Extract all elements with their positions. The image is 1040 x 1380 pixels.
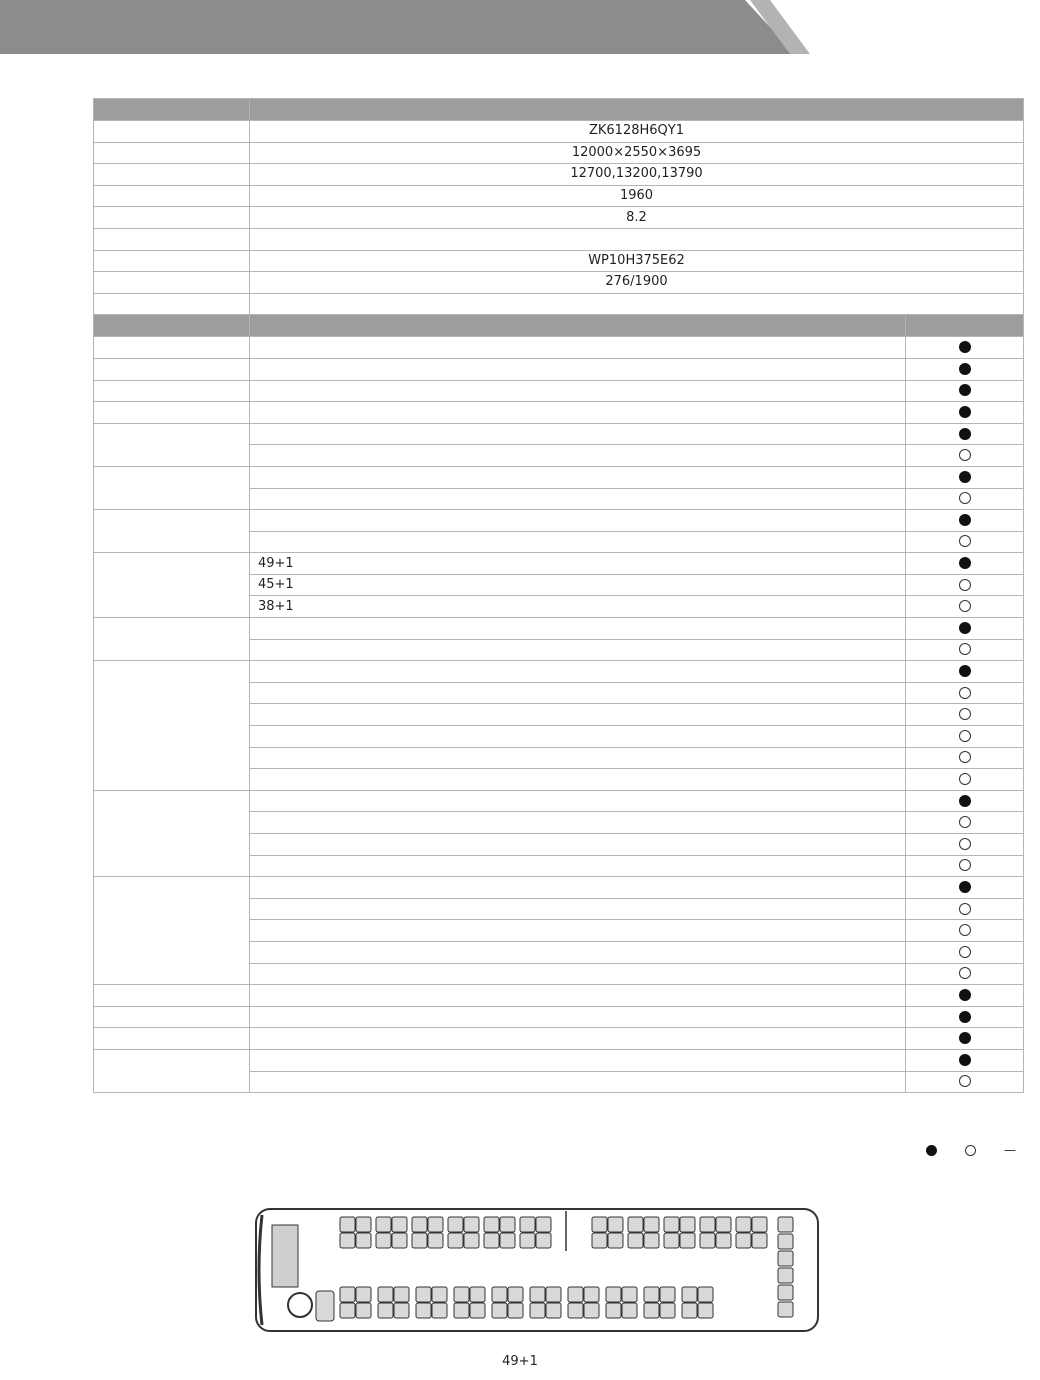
config-option-mark [906,769,1024,791]
passenger-seat [500,1233,515,1248]
passenger-seat [778,1302,793,1317]
passenger-seat [606,1287,621,1302]
seat-layout-diagram [254,1205,820,1335]
passenger-seat [416,1287,431,1302]
config-option-text [250,985,906,1007]
config-option-mark [906,790,1024,812]
table-row [94,553,1024,575]
config-item-name [94,1028,250,1050]
passenger-seat [356,1287,371,1302]
basic-info-label [94,164,250,186]
config-option-text [250,423,906,445]
basic-info-label [94,293,250,315]
table-row [94,272,1024,294]
config-option-mark [906,337,1024,359]
table-row [94,207,1024,229]
passenger-seat [700,1217,715,1232]
standard-dot-icon [959,989,971,1001]
table-row [94,466,1024,488]
config-option-mark [906,985,1024,1007]
passenger-seat [568,1287,583,1302]
passenger-seat [536,1217,551,1232]
optional-dot-icon [959,773,971,785]
config-option-mark [906,726,1024,748]
passenger-seat [664,1233,679,1248]
passenger-seat [606,1303,621,1318]
passenger-seat [470,1303,485,1318]
config-option-text [250,1071,906,1093]
passenger-seat [340,1233,355,1248]
basic-info-value: WP10H375E62 [250,250,1024,272]
table-row [94,402,1024,424]
passenger-seat [484,1233,499,1248]
config-option-text [250,726,906,748]
passenger-seat [716,1217,731,1232]
passenger-seat [376,1233,391,1248]
optional-dot-icon [959,600,971,612]
optional-dot-icon [959,838,971,850]
passenger-seat [698,1303,713,1318]
config-table [93,98,1024,1093]
config-option-mark [906,747,1024,769]
passenger-seat [412,1233,427,1248]
config-option-mark [906,574,1024,596]
config-item-name [94,380,250,402]
passenger-seat [428,1233,443,1248]
passenger-seat [660,1287,675,1302]
config-item-name [94,358,250,380]
table-row [94,1049,1024,1071]
passenger-seat [432,1303,447,1318]
passenger-seat [778,1217,793,1232]
table-row [94,228,1024,250]
config-option-text [250,661,906,683]
passenger-seat [716,1233,731,1248]
passenger-seat [500,1217,515,1232]
config-option-mark [906,510,1024,532]
config-item-name [94,877,250,985]
table-row [94,250,1024,272]
optional-dot-icon [965,1145,976,1156]
config-option-text [250,834,906,856]
basic-info-value: 12000×2550×3695 [250,142,1024,164]
config-option-mark [906,531,1024,553]
passenger-seat [584,1303,599,1318]
config-option-mark [906,704,1024,726]
passenger-seat [392,1233,407,1248]
optional-dot-icon [959,579,971,591]
config-option-mark [906,618,1024,640]
table-row [94,380,1024,402]
passenger-seat [470,1287,485,1302]
config-option-mark [906,1049,1024,1071]
config-option-text [250,682,906,704]
legend-none [996,1143,1024,1157]
config-item-name [94,510,250,553]
passenger-seat [530,1303,545,1318]
config-item-name [94,337,250,359]
config-item-name [94,466,250,509]
config-option-mark [906,380,1024,402]
table-row [94,423,1024,445]
config-option-text [250,510,906,532]
standard-dot-icon [959,795,971,807]
config-item-name [94,985,250,1007]
config-option-text [250,531,906,553]
passenger-seat [492,1303,507,1318]
steering-wheel-icon [288,1293,312,1317]
optional-dot-icon [959,859,971,871]
passenger-seat [392,1217,407,1232]
basic-info-header [250,99,1024,121]
table-row [94,1028,1024,1050]
passenger-seat [608,1217,623,1232]
passenger-seat [682,1303,697,1318]
standard-dot-icon [959,1054,971,1066]
config-option-mark [906,920,1024,942]
passenger-seat [736,1233,751,1248]
config-item-name [94,1049,250,1092]
passenger-seat [520,1217,535,1232]
passenger-seat [508,1303,523,1318]
config-option-mark [906,488,1024,510]
config-option-text [250,941,906,963]
passenger-seat [356,1303,371,1318]
table-row [94,985,1024,1007]
config-option-mark [906,596,1024,618]
config-option-text [250,1028,906,1050]
basic-info-label [94,142,250,164]
driver-seat [316,1291,334,1321]
table-row [94,293,1024,315]
standard-dot-icon [959,471,971,483]
config-option-mark [906,1028,1024,1050]
config-option-mark [906,834,1024,856]
passenger-seat [492,1287,507,1302]
table-row [94,510,1024,532]
passenger-seat [340,1217,355,1232]
standard-dot-icon [959,406,971,418]
passenger-seat [412,1217,427,1232]
passenger-seat [752,1233,767,1248]
optional-dot-icon [959,924,971,936]
table-row [94,164,1024,186]
config-option-text [250,855,906,877]
config-option-mark [906,1071,1024,1093]
table-row [94,337,1024,359]
item-header [94,315,250,337]
standard-dot-icon [959,622,971,634]
passenger-seat [592,1217,607,1232]
standard-dot-icon [959,1011,971,1023]
config-option-text [250,963,906,985]
config-option-text [250,1049,906,1071]
passenger-seat [644,1303,659,1318]
standard-dot-icon [959,363,971,375]
config-item-name [94,1006,250,1028]
basic-info-value: ZK6128H6QY1 [250,121,1024,143]
passenger-seat [340,1287,355,1302]
header-blank [94,99,250,121]
passenger-seat [416,1303,431,1318]
version-header [906,315,1024,337]
config-item-name [94,618,250,661]
passenger-seat [622,1287,637,1302]
passenger-seat [340,1303,355,1318]
config-option-text [250,488,906,510]
basic-info-label [94,272,250,294]
config-option-text [250,618,906,640]
description-header [250,315,906,337]
table-row [94,121,1024,143]
passenger-seat [644,1287,659,1302]
table-row [94,618,1024,640]
basic-info-value: 12700,13200,13790 [250,164,1024,186]
config-option-text [250,769,906,791]
passenger-seat [536,1233,551,1248]
config-option-text [250,337,906,359]
optional-dot-icon [959,492,971,504]
basic-info-value: 8.2 [250,207,1024,229]
config-option-mark [906,682,1024,704]
config-option-mark [906,661,1024,683]
passenger-seat [394,1303,409,1318]
config-option-text: 45+1 [250,574,906,596]
passenger-seat [394,1287,409,1302]
basic-info-label [94,185,250,207]
passenger-seat [628,1217,643,1232]
standard-dot-icon [926,1145,937,1156]
passenger-seat [698,1287,713,1302]
title-band [0,0,810,54]
entry-steps [272,1225,298,1287]
optional-dot-icon [959,816,971,828]
config-option-text [250,898,906,920]
passenger-seat [778,1251,793,1266]
config-option-text [250,812,906,834]
table-row [94,142,1024,164]
passenger-seat [448,1233,463,1248]
basic-info-value [250,228,1024,250]
standard-dot-icon [959,341,971,353]
passenger-seat [584,1287,599,1302]
config-option-text [250,747,906,769]
config-option-mark [906,402,1024,424]
config-option-text [250,466,906,488]
config-option-mark [906,877,1024,899]
passenger-seat [448,1217,463,1232]
basic-info-value [250,293,1024,315]
config-item-name [94,661,250,791]
optional-dot-icon [959,946,971,958]
passenger-seat [778,1268,793,1283]
config-option-mark [906,445,1024,467]
basic-info-value: 1960 [250,185,1024,207]
config-option-text [250,445,906,467]
basic-info-label [94,250,250,272]
passenger-seat [644,1233,659,1248]
config-option-text [250,402,906,424]
config-option-text [250,380,906,402]
title-band-shape [0,0,810,54]
passenger-seat [644,1217,659,1232]
config-item-name [94,423,250,466]
config-option-text [250,920,906,942]
passenger-seat [530,1287,545,1302]
passenger-seat [464,1233,479,1248]
basic-info-label [94,121,250,143]
config-item-name [94,553,250,618]
legend-standard [918,1143,949,1157]
config-option-text [250,790,906,812]
config-option-text: 49+1 [250,553,906,575]
passenger-seat [592,1233,607,1248]
config-option-mark [906,639,1024,661]
passenger-seat [680,1233,695,1248]
seat-layout-caption: 49+1 [502,1354,538,1369]
passenger-seat [736,1217,751,1232]
passenger-seat [628,1233,643,1248]
table-row [94,877,1024,899]
legend-optional [957,1143,988,1157]
passenger-seat [454,1287,469,1302]
standard-dot-icon [959,1032,971,1044]
optional-dot-icon [959,643,971,655]
passenger-seat [778,1234,793,1249]
basic-info-label [94,228,250,250]
config-option-text [250,639,906,661]
config-item-name [94,402,250,424]
config-option-text [250,877,906,899]
passenger-seat [356,1217,371,1232]
standard-dot-icon [959,881,971,893]
config-item-name [94,790,250,876]
passenger-seat [378,1287,393,1302]
passenger-seat [660,1303,675,1318]
basic-info-label [94,207,250,229]
standard-dot-icon [959,514,971,526]
config-option-mark [906,553,1024,575]
passenger-seat [378,1303,393,1318]
config-option-text [250,1006,906,1028]
table-row [94,661,1024,683]
passenger-seat [700,1233,715,1248]
passenger-seat [356,1233,371,1248]
standard-dot-icon [959,557,971,569]
passenger-seat [682,1287,697,1302]
optional-dot-icon [959,708,971,720]
config-option-mark [906,358,1024,380]
passenger-seat [454,1303,469,1318]
config-option-mark [906,812,1024,834]
passenger-seat [464,1217,479,1232]
config-option-text [250,704,906,726]
table-row [94,358,1024,380]
passenger-seat [568,1303,583,1318]
passenger-seat [608,1233,623,1248]
passenger-seat [428,1217,443,1232]
basic-info-value: 276/1900 [250,272,1024,294]
passenger-seat [484,1217,499,1232]
table-row [94,185,1024,207]
table-row [94,790,1024,812]
passenger-seat [752,1217,767,1232]
optional-dot-icon [959,1075,971,1087]
passenger-seat [778,1285,793,1300]
legend [902,1143,1024,1157]
passenger-seat [680,1217,695,1232]
standard-dot-icon [959,384,971,396]
config-option-text: 38+1 [250,596,906,618]
optional-dot-icon [959,535,971,547]
passenger-seat [376,1217,391,1232]
config-option-mark [906,466,1024,488]
config-option-mark [906,423,1024,445]
passenger-seat [520,1233,535,1248]
passenger-seat [546,1303,561,1318]
standard-dot-icon [959,428,971,440]
standard-dot-icon [959,665,971,677]
optional-dot-icon [959,730,971,742]
config-option-mark [906,898,1024,920]
optional-dot-icon [959,751,971,763]
optional-dot-icon [959,967,971,979]
optional-dot-icon [959,687,971,699]
config-option-text [250,358,906,380]
table-row [94,1006,1024,1028]
passenger-seat [622,1303,637,1318]
passenger-seat [432,1287,447,1302]
none-dash-icon: — [1004,1143,1016,1157]
config-option-mark [906,963,1024,985]
optional-dot-icon [959,449,971,461]
config-option-mark [906,941,1024,963]
passenger-seat [664,1217,679,1232]
optional-dot-icon [959,903,971,915]
config-option-mark [906,855,1024,877]
passenger-seat [508,1287,523,1302]
config-option-mark [906,1006,1024,1028]
passenger-seat [546,1287,561,1302]
